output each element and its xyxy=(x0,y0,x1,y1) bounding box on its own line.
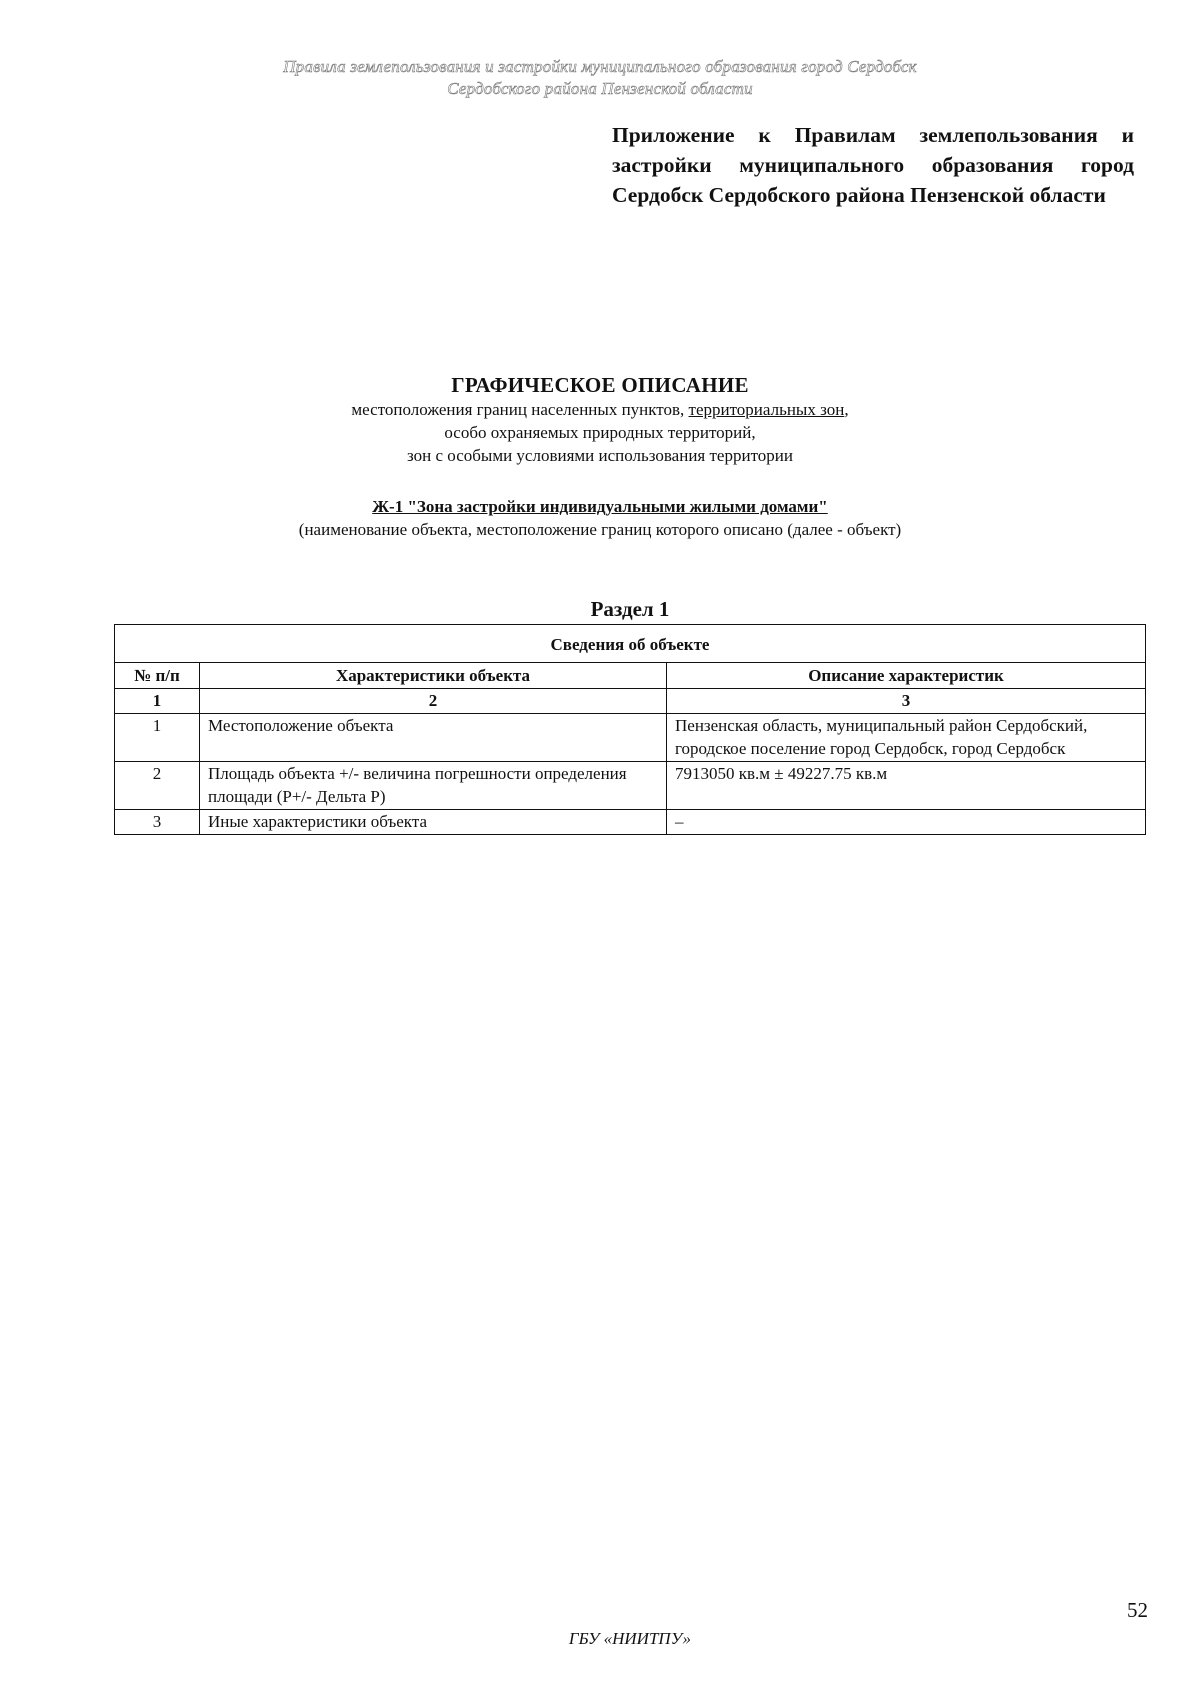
subtitle-text-a: местоположения границ населенных пунктов, xyxy=(351,400,689,419)
appendix-note: Приложение к Правилам землепользования и застройки муниципального образования город Сердобск Сердобского района Пензенской области xyxy=(612,123,1134,207)
object-info-table xyxy=(114,624,1146,835)
header-characteristic: Характеристики объекта xyxy=(200,663,667,689)
index-cell: 2 xyxy=(200,689,667,714)
graphic-description-block xyxy=(0,372,1200,467)
document-subtitle-line-1 xyxy=(0,398,1200,421)
row-number: 2 xyxy=(115,762,200,810)
row-number: 3 xyxy=(115,810,200,835)
row-description: – xyxy=(667,810,1146,835)
running-header xyxy=(0,56,1200,100)
row-number: 1 xyxy=(115,714,200,762)
table-index-row xyxy=(115,689,1146,714)
row-characteristic: Местоположение объекта xyxy=(200,714,667,762)
table-row xyxy=(115,714,1146,762)
row-characteristic: Иные характеристики объекта xyxy=(200,810,667,835)
running-header-line-2: Сердобского района Пензенской области xyxy=(447,79,753,98)
row-characteristic: Площадь объекта +/- величина погрешности определения площади (Р+/- Дельта Р) xyxy=(200,762,667,810)
table-caption-row xyxy=(115,625,1146,663)
table-header-row xyxy=(115,663,1146,689)
object-caption: (наименование объекта, местоположение границ которого описано (далее - объект) xyxy=(298,520,902,539)
page-number: 52 xyxy=(1127,1598,1148,1622)
subtitle-underlined-text: территориальных зон xyxy=(688,400,845,419)
table-caption: Сведения об объекте xyxy=(115,625,1146,663)
object-block xyxy=(0,495,1200,541)
running-header-line-1: Правила землепользования и застройки муниципального образования город Сердобск xyxy=(283,57,917,76)
index-cell: 3 xyxy=(667,689,1146,714)
footer-organization: ГБУ «НИИТПУ» xyxy=(568,1629,692,1648)
document-subtitle-line-2: особо охраняемых природных территорий, xyxy=(444,423,756,442)
subtitle-text-c: , xyxy=(844,400,849,419)
document-subtitle-line-3: зон с особыми условиями использования территории xyxy=(407,446,793,465)
document-title: ГРАФИЧЕСКОЕ ОПИСАНИЕ xyxy=(451,373,749,397)
object-name: Ж-1 "Зона застройки индивидуальными жилыми домами" xyxy=(372,497,828,516)
table-row xyxy=(115,762,1146,810)
index-cell: 1 xyxy=(115,689,200,714)
row-description: Пензенская область, муниципальный район Сердобский, городское поселение город Сердобск, город Сердобск xyxy=(667,714,1146,762)
header-number: № п/п xyxy=(115,663,200,689)
row-description: 7913050 кв.м ± 49227.75 кв.м xyxy=(667,762,1146,810)
header-description: Описание характеристик xyxy=(667,663,1146,689)
table-row xyxy=(115,810,1146,835)
section-title: Раздел 1 xyxy=(590,597,670,621)
